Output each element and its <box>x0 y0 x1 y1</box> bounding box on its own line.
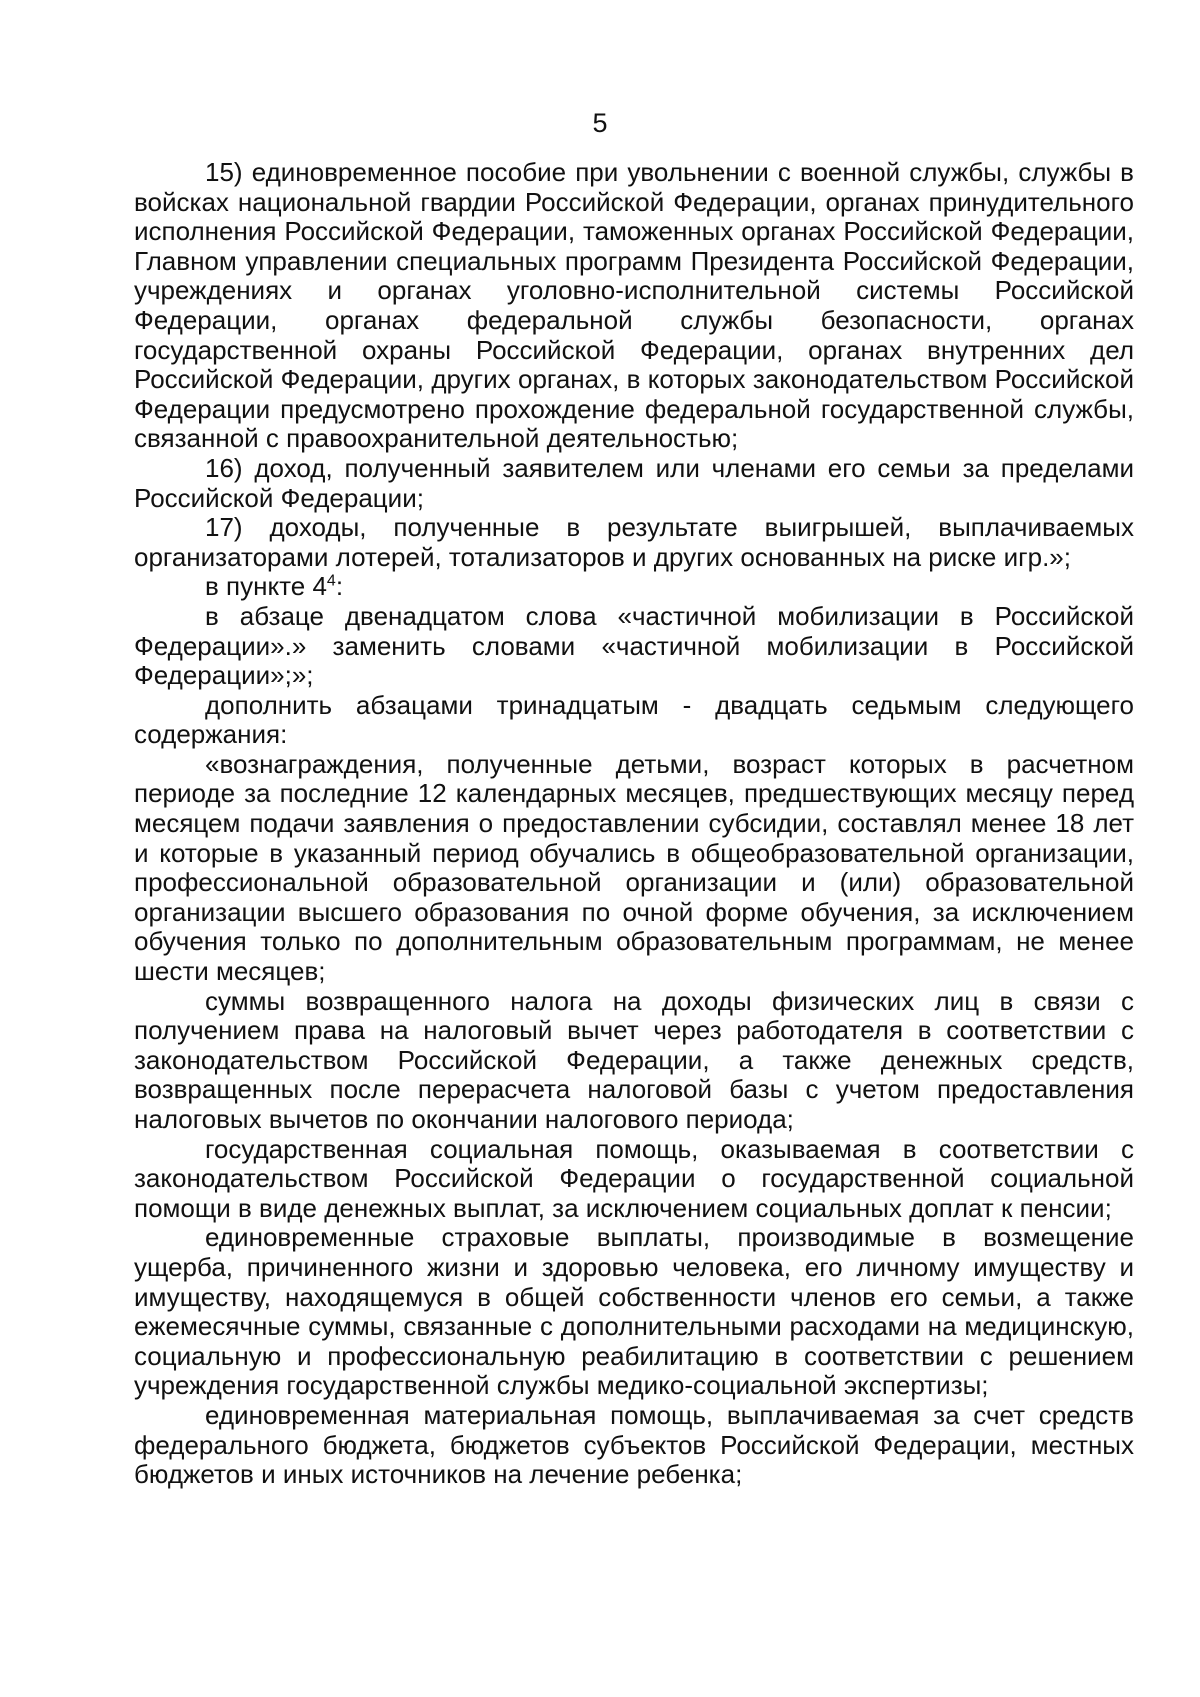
new-paragraph-tax-refund: суммы возвращенного налога на доходы физических лиц в связи с получением права на налоговый вычет через работодателя в соответствии с законодательством Российской Федерации, а также денежных средств, возвращенных после перерасчета налоговой базы с учетом предоставления налоговых вычетов по окончании налогового периода; <box>134 985 1134 1134</box>
clause-reference-suffix: : <box>335 571 344 602</box>
amendment-add-paragraphs: дополнить абзацами тринадцатым - двадцать седьмым следующего содержания: <box>134 689 1134 750</box>
paragraph-item-16: 16) доход, полученный заявителем или членами его семьи за пределами Российской Федерации; <box>134 452 1134 513</box>
clause-reference <box>134 572 1134 602</box>
new-paragraph-insurance: единовременные страховые выплаты, производимые в возмещение ущерба, причиненного жизни и здоровью человека, его личному имуществу и имуществу, находящемуся в общей собственности членов его семьи, а также ежемесячные суммы, связанные с дополнительными расходами на медицинскую, социальную и профессиональную реабилитацию в соответствии с решением учреждения государственной службы медико-социальной экспертизы; <box>134 1222 1134 1401</box>
clause-reference-prefix: в пункте 4 <box>205 571 327 602</box>
document-body <box>134 158 1134 1490</box>
new-paragraph-rewards: «вознаграждения, полученные детьми, возраст которых в расчетном периоде за последние 12 календарных месяцев, предшествующих месяцу перед месяцем подачи заявления о предоставлении субсидии, составлял менее 18 лет и которые в указанный период обучались в общеобразовательной организации, профессиональной образовательной организации и (или) образовательной организации высшего образования по очной форме обучения, за исключением обучения только по дополнительным образовательным программам, не менее шести месяцев; <box>134 748 1134 987</box>
paragraph-item-17: 17) доходы, полученные в результате выигрышей, выплачиваемых организаторами лотерей, тотализаторов и других основанных на риске игр.»; <box>134 512 1134 572</box>
page-number: 5 <box>592 108 608 138</box>
new-paragraph-social-aid: государственная социальная помощь, оказываемая в соответствии с законодательством Российской Федерации о государственной социальной помощи в виде денежных выплат, за исключением социальных доплат к пенсии; <box>134 1133 1134 1223</box>
amendment-paragraph-12: в абзаце двенадцатом слова «частичной мобилизации в Российской Федерации».» заменить словами «частичной мобилизации в Российской Федерации»;»; <box>134 600 1134 691</box>
paragraph-item-15: 15) единовременное пособие при увольнении с военной службы, службы в войсках национальной гвардии Российской Федерации, органах принудительного исполнения Российской Федерации, таможенных органах Российской Федерации, Главном управлении специальных программ Президента Российской Федерации, учреждениях и органах уголовно-исполнительной системы Российской Федерации, органах федеральной службы безопасности, органах государственной охраны Российской Федерации, органах внутренних дел Российской Федерации, других органах, в которых законодательством Российской Федерации предусмотрено прохождение федеральной государственной службы, связанной с правоохранительной деятельностью; <box>134 157 1134 454</box>
clause-reference-superscript: 4 <box>326 572 336 590</box>
new-paragraph-material-aid: единовременная материальная помощь, выплачиваемая за счет средств федерального бюджета, бюджетов субъектов Российской Федерации, местных бюджетов и иных источников на лечение ребенка; <box>134 1399 1134 1490</box>
